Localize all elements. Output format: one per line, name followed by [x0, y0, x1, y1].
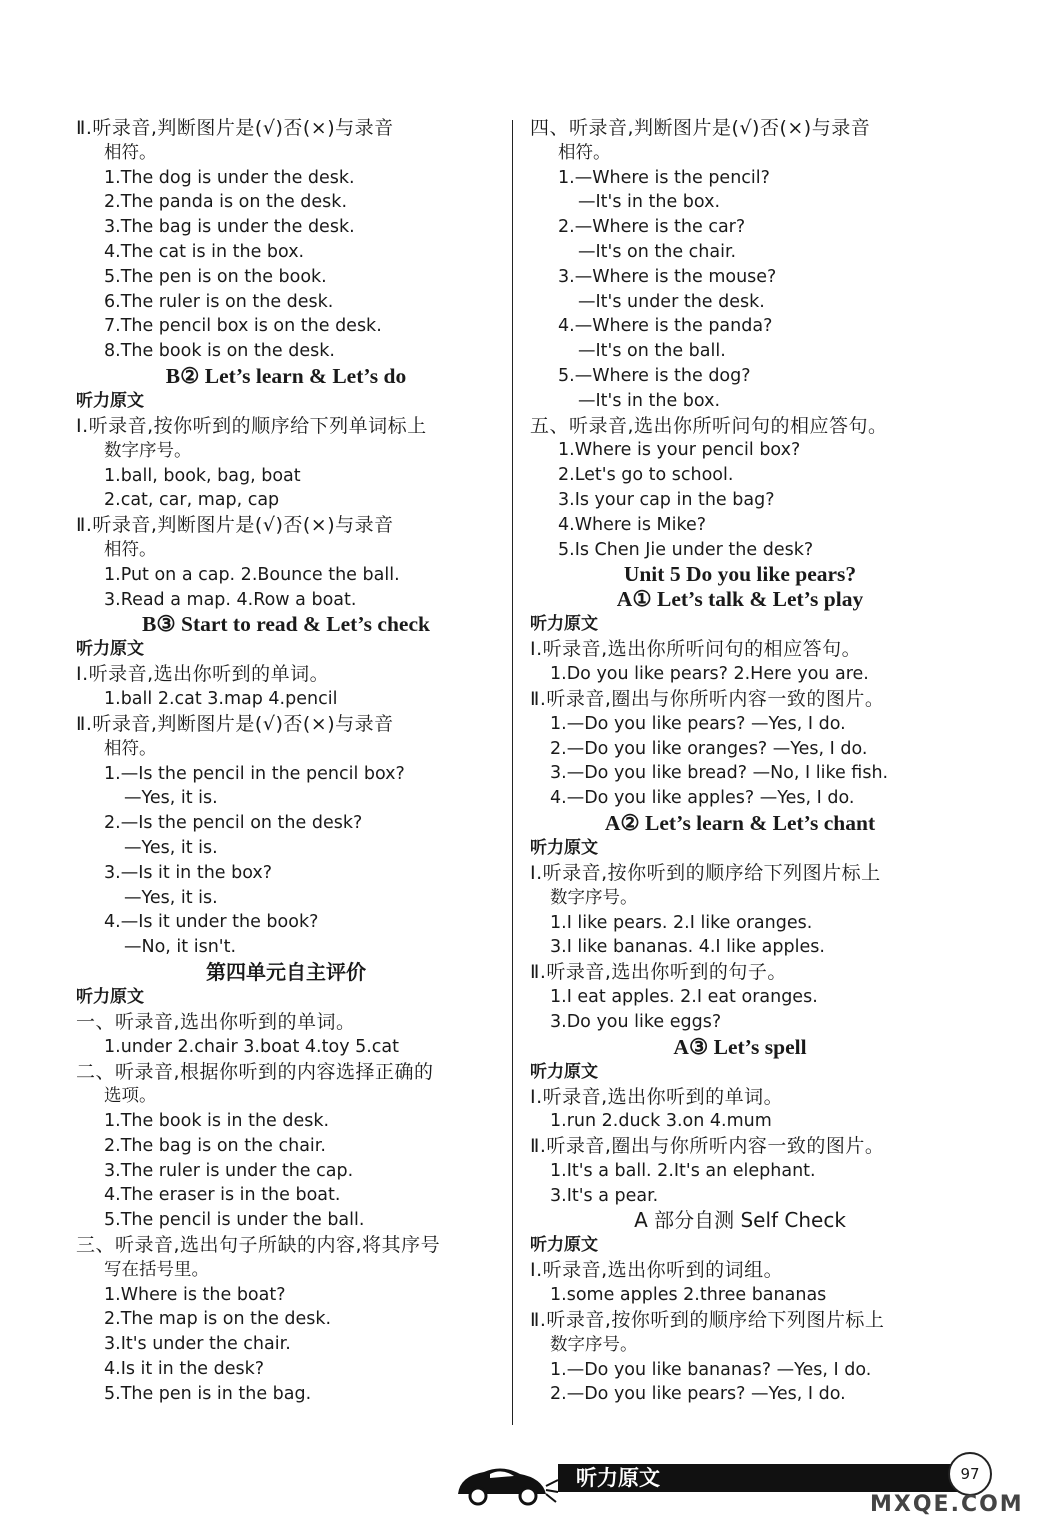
text-line: 选项。: [104, 1086, 157, 1107]
listening-label: 听力原文: [530, 614, 598, 635]
text-line: 4.Where is Mike?: [558, 514, 707, 535]
text-line: 数字序号。: [550, 887, 638, 908]
text-line: —No, it isn't.: [124, 937, 237, 958]
text-line: 1.I like pears. 2.I like oranges.: [550, 912, 813, 933]
watermark: MXQE.COM: [870, 1492, 1024, 1517]
listening-label: 听力原文: [76, 390, 144, 411]
text-line: 1.Where is your pencil box?: [558, 440, 801, 461]
text-line: 3.The bag is under the desk.: [104, 217, 355, 238]
page-number: 97: [948, 1452, 992, 1496]
question-line: Ⅰ.听录音,选出你听到的词组。: [530, 1259, 784, 1282]
text-line: 5.The pencil is under the ball.: [104, 1210, 365, 1231]
text-line: 1.The book is in the desk.: [104, 1111, 330, 1132]
text-line: 2.The panda is on the desk.: [104, 192, 348, 213]
text-line: 3.Read a map. 4.Row a boat.: [104, 589, 357, 610]
section-heading: A③ Let’s spell: [673, 1034, 807, 1059]
text-line: —Yes, it is.: [124, 837, 218, 858]
section-heading: B③ Start to read & Let’s check: [142, 612, 430, 637]
car-icon: [450, 1460, 560, 1508]
text-line: 6.The ruler is on the desk.: [104, 291, 334, 312]
text-line: 1.I eat apples. 2.I eat oranges.: [550, 986, 818, 1007]
text-line: 数字序号。: [104, 440, 192, 461]
text-line: 4.—Where is the panda?: [558, 316, 773, 337]
text-line: 3.Is your cap in the bag?: [558, 489, 775, 510]
text-line: 5.Is Chen Jie under the desk?: [558, 539, 814, 560]
question-line: 三、听录音,选出句子所缺的内容,将其序号: [76, 1234, 441, 1257]
text-line: 相符。: [558, 142, 611, 163]
text-line: 1.The dog is under the desk.: [104, 167, 355, 188]
text-line: 3.It's under the chair.: [104, 1334, 291, 1355]
text-line: 1.—Where is the pencil?: [558, 167, 770, 188]
text-line: 5.The pen is in the bag.: [104, 1383, 312, 1404]
text-line: 2.Let's go to school.: [558, 465, 734, 486]
text-line: —It's on the chair.: [578, 241, 737, 262]
question-line: 四、听录音,判断图片是(√)否(×)与录音: [530, 117, 871, 139]
text-line: 1.—Do you like bananas? —Yes, I do.: [550, 1359, 872, 1380]
text-line: 1.run 2.duck 3.on 4.mum: [550, 1111, 772, 1132]
text-line: —It's in the box.: [578, 192, 721, 213]
text-line: 3.I like bananas. 4.I like apples.: [550, 937, 825, 958]
question-line: 一、听录音,选出你听到的单词。: [76, 1010, 356, 1033]
question-line: Ⅰ.听录音,选出你听到的单词。: [76, 663, 330, 686]
listening-label: 听力原文: [76, 986, 144, 1007]
text-line: —Yes, it is.: [124, 788, 218, 809]
text-line: 3.Do you like eggs?: [550, 1011, 722, 1032]
question-line: Ⅱ.听录音,圈出与你所听内容一致的图片。: [530, 1135, 885, 1158]
text-line: 1.—Do you like pears? —Yes, I do.: [550, 713, 846, 734]
question-line: Ⅱ.听录音,判断图片是(√)否(×)与录音: [76, 712, 394, 735]
text-line: 2.—Where is the car?: [558, 217, 746, 238]
text-line: 2.—Is the pencil on the desk?: [104, 813, 363, 834]
section-heading: A 部分自测 Self Check: [634, 1208, 846, 1233]
text-line: 3.—Where is the mouse?: [558, 266, 777, 287]
right-column: [530, 116, 950, 1407]
text-line: 3.It's a pear.: [550, 1185, 659, 1206]
question-line: 五、听录音,选出你所听问句的相应答句。: [530, 414, 888, 437]
text-line: 相符。: [104, 738, 157, 759]
text-line: —It's on the ball.: [578, 341, 726, 362]
text-line: 8.The book is on the desk.: [104, 341, 335, 362]
text-line: 数字序号。: [550, 1334, 638, 1355]
left-column: [76, 116, 496, 1407]
text-line: 4.Is it in the desk?: [104, 1359, 265, 1380]
text-line: 5.—Where is the dog?: [558, 365, 751, 386]
text-line: 3.—Is it in the box?: [104, 862, 273, 883]
listening-label: 听力原文: [530, 837, 598, 858]
text-line: 1.Do you like pears? 2.Here you are.: [550, 664, 869, 685]
text-line: 1.It's a ball. 2.It's an elephant.: [550, 1160, 816, 1181]
column-divider: [512, 120, 513, 1425]
text-line: 4.The cat is in the box.: [104, 241, 305, 262]
text-line: 1.—Is the pencil in the pencil box?: [104, 763, 405, 784]
question-line: Ⅱ.听录音,圈出与你所听内容一致的图片。: [530, 687, 885, 710]
text-line: 相符。: [104, 142, 157, 163]
text-line: 写在括号里。: [104, 1259, 209, 1280]
text-line: 4.The eraser is in the boat.: [104, 1185, 341, 1206]
text-line: 相符。: [104, 539, 157, 560]
footer-banner-label: 听力原文: [576, 1466, 660, 1490]
text-line: —It's in the box.: [578, 390, 721, 411]
section-heading: A② Let’s learn & Let’s chant: [604, 810, 876, 835]
question-line: 二、听录音,根据你听到的内容选择正确的: [76, 1060, 434, 1083]
text-line: —It's under the desk.: [578, 291, 765, 312]
question-line: Ⅰ.听录音,选出你所听问句的相应答句。: [530, 638, 862, 661]
text-line: 1.ball 2.cat 3.map 4.pencil: [104, 689, 338, 710]
text-line: 2.—Do you like oranges? —Yes, I do.: [550, 738, 868, 759]
question-line: Ⅱ.听录音,判断图片是(√)否(×)与录音: [76, 514, 394, 537]
question-line: Ⅱ.听录音,按你听到的顺序给下列图片标上: [530, 1309, 885, 1332]
text-line: 2.The bag is on the chair.: [104, 1135, 326, 1156]
text-line: 4.—Do you like apples? —Yes, I do.: [550, 788, 855, 809]
text-line: 4.—Is it under the book?: [104, 912, 319, 933]
text-line: 1.ball, book, bag, boat: [104, 465, 301, 486]
text-line: 5.The pen is on the book.: [104, 266, 327, 287]
section-heading: Unit 5 Do you like pears?: [623, 562, 857, 587]
question-line: Ⅰ.听录音,选出你听到的单词。: [530, 1085, 784, 1108]
text-line: 2.cat, car, map, cap: [104, 490, 280, 511]
text-line: 1.some apples 2.three bananas: [550, 1285, 827, 1306]
text-line: 3.The ruler is under the cap.: [104, 1160, 354, 1181]
text-line: 2.The map is on the desk.: [104, 1309, 332, 1330]
section-heading: 第四单元自主评价: [206, 959, 366, 984]
text-line: 7.The pencil box is on the desk.: [104, 316, 382, 337]
page-footer: [450, 1452, 1050, 1522]
text-line: 1.under 2.chair 3.boat 4.toy 5.cat: [104, 1036, 400, 1057]
listening-label: 听力原文: [530, 1061, 598, 1082]
question-line: Ⅰ.听录音,按你听到的顺序给下列单词标上: [76, 414, 427, 437]
text-line: —Yes, it is.: [124, 887, 218, 908]
text-line: 1.Where is the boat?: [104, 1284, 286, 1305]
question-line: Ⅱ.听录音,选出你听到的句子。: [530, 961, 787, 984]
text-line: 1.Put on a cap. 2.Bounce the ball.: [104, 564, 400, 585]
section-heading: A① Let’s talk & Let’s play: [616, 587, 864, 612]
text-line: 3.—Do you like bread? —No, I like fish.: [550, 763, 889, 784]
listening-label: 听力原文: [76, 639, 144, 660]
listening-label: 听力原文: [530, 1235, 598, 1256]
question-line: Ⅱ.听录音,判断图片是(√)否(×)与录音: [76, 117, 394, 139]
text-line: 2.—Do you like pears? —Yes, I do.: [550, 1384, 846, 1405]
section-heading: B② Let’s learn & Let’s do: [165, 363, 407, 388]
question-line: Ⅰ.听录音,按你听到的顺序给下列图片标上: [530, 861, 881, 884]
